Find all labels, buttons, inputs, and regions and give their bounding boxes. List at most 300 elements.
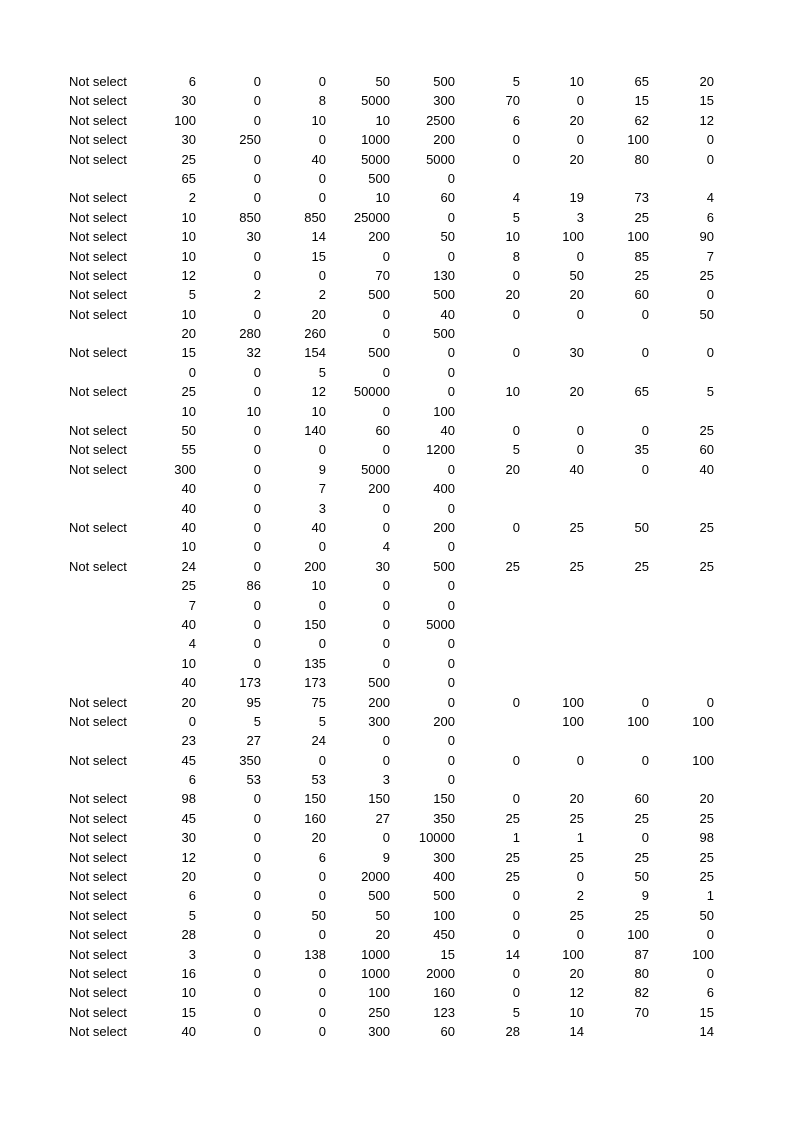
value-cell: 10 xyxy=(375,112,390,128)
value-cell: 0 xyxy=(318,965,326,981)
value-cell: 60 xyxy=(634,287,649,303)
value-cell: 0 xyxy=(188,713,196,729)
value-cell: 0 xyxy=(318,927,326,943)
table-row xyxy=(0,731,800,750)
value-cell: 2 xyxy=(318,287,326,303)
status-cell: Not select xyxy=(69,74,127,89)
value-cell: 2000 xyxy=(426,965,455,981)
value-cell: 25 xyxy=(699,810,714,826)
value-cell: 0 xyxy=(253,558,261,574)
value-cell: 20 xyxy=(375,927,390,943)
value-cell: 350 xyxy=(239,752,261,768)
value-cell: 100 xyxy=(562,694,584,710)
value-cell: 50 xyxy=(375,907,390,923)
value-cell: 0 xyxy=(447,733,455,749)
value-cell: 25 xyxy=(634,907,649,923)
table-row xyxy=(0,906,800,925)
value-cell: 6 xyxy=(318,849,326,865)
value-cell: 6 xyxy=(706,985,714,1001)
status-cell: Not select xyxy=(69,93,127,109)
value-cell: 20 xyxy=(311,306,326,322)
value-cell: 65 xyxy=(181,170,196,186)
value-cell: 25 xyxy=(699,849,714,865)
status-cell: Not select xyxy=(69,461,127,477)
value-cell: 0 xyxy=(576,752,584,768)
value-cell: 100 xyxy=(562,713,584,729)
value-cell: 10 xyxy=(246,403,261,419)
table-row xyxy=(0,1022,800,1041)
value-cell: 150 xyxy=(304,791,326,807)
value-cell: 0 xyxy=(253,93,261,109)
value-cell: 25 xyxy=(569,810,584,826)
value-cell: 0 xyxy=(253,869,261,885)
value-cell: 150 xyxy=(304,616,326,632)
value-cell: 12 xyxy=(181,849,196,865)
value-cell: 25 xyxy=(699,267,714,283)
value-cell: 2000 xyxy=(361,869,390,885)
value-cell: 0 xyxy=(318,170,326,186)
table-row xyxy=(0,615,800,634)
value-cell: 25 xyxy=(699,423,714,439)
value-cell: 62 xyxy=(634,112,649,128)
value-cell: 5000 xyxy=(426,151,455,167)
value-cell: 15 xyxy=(634,93,649,109)
value-cell: 14 xyxy=(311,229,326,245)
value-cell: 0 xyxy=(253,151,261,167)
status-cell: Not select xyxy=(69,345,127,361)
value-cell: 40 xyxy=(311,519,326,535)
value-cell: 12 xyxy=(569,985,584,1001)
value-cell: 25 xyxy=(634,209,649,225)
value-cell: 0 xyxy=(576,927,584,943)
value-cell: 20 xyxy=(699,74,714,89)
value-cell: 0 xyxy=(447,597,455,613)
value-cell: 1000 xyxy=(361,132,390,148)
value-cell: 0 xyxy=(253,655,261,671)
value-cell: 10 xyxy=(311,578,326,594)
table-row xyxy=(0,382,800,401)
value-cell: 0 xyxy=(318,752,326,768)
value-cell: 0 xyxy=(512,752,520,768)
value-cell: 0 xyxy=(576,869,584,885)
value-cell: 1 xyxy=(576,830,584,846)
value-cell: 300 xyxy=(368,713,390,729)
value-cell: 25 xyxy=(181,578,196,594)
status-cell: Not select xyxy=(69,791,127,807)
table-row xyxy=(0,208,800,227)
status-cell: Not select xyxy=(69,965,127,981)
table-row xyxy=(0,770,800,789)
value-cell: 0 xyxy=(447,461,455,477)
table-row xyxy=(0,402,800,421)
table-row xyxy=(0,945,800,964)
value-cell: 25 xyxy=(569,519,584,535)
value-cell: 100 xyxy=(627,229,649,245)
value-cell: 0 xyxy=(576,132,584,148)
value-cell: 0 xyxy=(447,752,455,768)
value-cell: 850 xyxy=(304,209,326,225)
value-cell: 53 xyxy=(311,772,326,788)
value-cell: 200 xyxy=(304,558,326,574)
status-cell: Not select xyxy=(69,1024,127,1040)
value-cell: 24 xyxy=(181,558,196,574)
value-cell: 25 xyxy=(699,869,714,885)
table-row xyxy=(0,809,800,828)
value-cell: 140 xyxy=(304,423,326,439)
value-cell: 0 xyxy=(447,248,455,264)
value-cell: 7 xyxy=(188,597,196,613)
value-cell: 15 xyxy=(311,248,326,264)
value-cell: 0 xyxy=(706,345,714,361)
value-cell: 65 xyxy=(634,74,649,89)
value-cell: 10 xyxy=(375,190,390,206)
value-cell: 0 xyxy=(512,267,520,283)
table-row xyxy=(0,91,800,110)
value-cell: 12 xyxy=(311,384,326,400)
value-cell: 500 xyxy=(433,74,455,89)
value-cell: 160 xyxy=(304,810,326,826)
value-cell: 0 xyxy=(318,636,326,652)
value-cell: 0 xyxy=(318,539,326,555)
value-cell: 0 xyxy=(253,74,261,89)
value-cell: 1000 xyxy=(361,946,390,962)
value-cell: 0 xyxy=(253,306,261,322)
value-cell: 250 xyxy=(239,132,261,148)
value-cell: 0 xyxy=(253,170,261,186)
value-cell: 400 xyxy=(433,481,455,497)
value-cell: 87 xyxy=(634,946,649,962)
value-cell: 0 xyxy=(382,655,390,671)
value-cell: 0 xyxy=(641,752,649,768)
value-cell: 0 xyxy=(512,985,520,1001)
value-cell: 0 xyxy=(318,869,326,885)
value-cell: 150 xyxy=(433,791,455,807)
value-cell: 4 xyxy=(382,539,390,555)
status-cell: Not select xyxy=(69,442,127,458)
value-cell: 0 xyxy=(382,752,390,768)
value-cell: 200 xyxy=(368,694,390,710)
value-cell: 0 xyxy=(318,597,326,613)
value-cell: 6 xyxy=(188,74,196,89)
value-cell: 0 xyxy=(641,461,649,477)
table-row xyxy=(0,712,800,731)
value-cell: 0 xyxy=(318,442,326,458)
value-cell: 10 xyxy=(181,229,196,245)
value-cell: 0 xyxy=(253,267,261,283)
value-cell: 123 xyxy=(433,1004,455,1020)
value-cell: 23 xyxy=(181,733,196,749)
table-row xyxy=(0,983,800,1002)
value-cell: 25 xyxy=(181,384,196,400)
value-cell: 14 xyxy=(505,946,520,962)
value-cell: 0 xyxy=(512,306,520,322)
value-cell: 25 xyxy=(634,267,649,283)
value-cell: 40 xyxy=(181,1024,196,1040)
value-cell: 500 xyxy=(433,326,455,342)
value-cell: 6 xyxy=(188,772,196,788)
table-row xyxy=(0,440,800,459)
value-cell: 73 xyxy=(634,190,649,206)
table-row xyxy=(0,421,800,440)
value-cell: 0 xyxy=(512,132,520,148)
value-cell: 40 xyxy=(181,500,196,516)
status-cell: Not select xyxy=(69,229,127,245)
value-cell: 14 xyxy=(699,1024,714,1040)
value-cell: 0 xyxy=(576,93,584,109)
table-row xyxy=(0,751,800,770)
value-cell: 0 xyxy=(253,190,261,206)
value-cell: 0 xyxy=(253,112,261,128)
value-cell: 0 xyxy=(253,636,261,652)
value-cell: 0 xyxy=(253,481,261,497)
value-cell: 30 xyxy=(375,558,390,574)
status-cell: Not select xyxy=(69,869,127,885)
value-cell: 0 xyxy=(641,306,649,322)
value-cell: 25000 xyxy=(353,209,390,225)
value-cell: 30 xyxy=(181,93,196,109)
value-cell: 80 xyxy=(634,151,649,167)
value-cell: 0 xyxy=(641,345,649,361)
value-cell: 0 xyxy=(512,907,520,923)
value-cell: 154 xyxy=(304,345,326,361)
value-cell: 100 xyxy=(692,946,714,962)
value-cell: 200 xyxy=(433,132,455,148)
value-cell: 50000 xyxy=(353,384,390,400)
value-cell: 5 xyxy=(706,384,714,400)
value-cell: 12 xyxy=(699,112,714,128)
value-cell: 0 xyxy=(253,791,261,807)
value-cell: 0 xyxy=(253,810,261,826)
value-cell: 135 xyxy=(304,655,326,671)
value-cell: 850 xyxy=(239,209,261,225)
value-cell: 300 xyxy=(433,849,455,865)
table-row xyxy=(0,343,800,362)
table-row xyxy=(0,576,800,595)
value-cell: 32 xyxy=(246,345,261,361)
value-cell: 0 xyxy=(253,539,261,555)
value-cell: 40 xyxy=(181,481,196,497)
value-cell: 5 xyxy=(512,74,520,89)
value-cell: 10 xyxy=(181,655,196,671)
value-cell: 0 xyxy=(576,306,584,322)
table-row xyxy=(0,227,800,246)
value-cell: 300 xyxy=(174,461,196,477)
value-cell: 60 xyxy=(440,190,455,206)
value-cell: 0 xyxy=(382,733,390,749)
value-cell: 75 xyxy=(311,694,326,710)
value-cell: 0 xyxy=(382,364,390,380)
table-row xyxy=(0,72,800,91)
value-cell: 100 xyxy=(562,229,584,245)
value-cell: 100 xyxy=(433,403,455,419)
table-row xyxy=(0,324,800,343)
value-cell: 5 xyxy=(512,209,520,225)
value-cell: 70 xyxy=(375,267,390,283)
value-cell: 15 xyxy=(440,946,455,962)
value-cell: 82 xyxy=(634,985,649,1001)
value-cell: 0 xyxy=(318,985,326,1001)
value-cell: 50 xyxy=(311,907,326,923)
value-cell: 70 xyxy=(505,93,520,109)
value-cell: 25 xyxy=(634,810,649,826)
value-cell: 20 xyxy=(181,326,196,342)
value-cell: 0 xyxy=(382,616,390,632)
value-cell: 30 xyxy=(181,132,196,148)
value-cell: 350 xyxy=(433,810,455,826)
value-cell: 280 xyxy=(239,326,261,342)
status-cell: Not select xyxy=(69,190,127,206)
value-cell: 1000 xyxy=(361,965,390,981)
value-cell: 500 xyxy=(433,287,455,303)
value-cell: 40 xyxy=(569,461,584,477)
value-cell: 28 xyxy=(181,927,196,943)
status-cell: Not select xyxy=(69,713,127,729)
value-cell: 27 xyxy=(246,733,261,749)
value-cell: 0 xyxy=(318,1004,326,1020)
value-cell: 25 xyxy=(699,519,714,535)
value-cell: 40 xyxy=(181,616,196,632)
value-cell: 5 xyxy=(512,1004,520,1020)
value-cell: 100 xyxy=(692,713,714,729)
value-cell: 200 xyxy=(368,229,390,245)
value-cell: 0 xyxy=(447,500,455,516)
value-cell: 10 xyxy=(505,384,520,400)
value-cell: 5 xyxy=(318,713,326,729)
value-cell: 27 xyxy=(375,810,390,826)
value-cell: 0 xyxy=(382,403,390,419)
value-cell: 70 xyxy=(634,1004,649,1020)
table-row xyxy=(0,169,800,188)
value-cell: 60 xyxy=(375,423,390,439)
value-cell: 100 xyxy=(627,132,649,148)
value-cell: 50 xyxy=(440,229,455,245)
value-cell: 10 xyxy=(181,306,196,322)
value-cell: 50 xyxy=(375,74,390,89)
value-cell: 25 xyxy=(505,810,520,826)
value-cell: 0 xyxy=(641,830,649,846)
value-cell: 7 xyxy=(318,481,326,497)
value-cell: 100 xyxy=(174,112,196,128)
value-cell: 40 xyxy=(440,306,455,322)
value-cell: 3 xyxy=(188,946,196,962)
status-cell: Not select xyxy=(69,209,127,225)
value-cell: 0 xyxy=(512,791,520,807)
value-cell: 0 xyxy=(253,423,261,439)
value-cell: 16 xyxy=(181,965,196,981)
value-cell: 50 xyxy=(699,306,714,322)
value-cell: 14 xyxy=(569,1024,584,1040)
value-cell: 20 xyxy=(569,965,584,981)
value-cell: 0 xyxy=(447,384,455,400)
table-row xyxy=(0,596,800,615)
value-cell: 25 xyxy=(569,558,584,574)
value-cell: 2 xyxy=(576,888,584,904)
value-cell: 0 xyxy=(253,461,261,477)
status-cell: Not select xyxy=(69,519,127,535)
value-cell: 0 xyxy=(382,306,390,322)
table-row xyxy=(0,188,800,207)
value-cell: 0 xyxy=(382,830,390,846)
value-cell: 86 xyxy=(246,578,261,594)
value-cell: 100 xyxy=(627,927,649,943)
value-cell: 0 xyxy=(253,364,261,380)
value-cell: 100 xyxy=(627,713,649,729)
value-cell: 6 xyxy=(188,888,196,904)
status-cell: Not select xyxy=(69,112,127,128)
value-cell: 60 xyxy=(634,791,649,807)
value-cell: 40 xyxy=(440,423,455,439)
value-cell: 5000 xyxy=(426,616,455,632)
value-cell: 0 xyxy=(318,1024,326,1040)
value-cell: 0 xyxy=(318,132,326,148)
table-row xyxy=(0,867,800,886)
value-cell: 0 xyxy=(706,694,714,710)
value-cell: 0 xyxy=(512,694,520,710)
value-cell: 0 xyxy=(253,384,261,400)
status-cell: Not select xyxy=(69,985,127,1001)
value-cell: 15 xyxy=(181,345,196,361)
value-cell: 0 xyxy=(447,209,455,225)
value-cell: 0 xyxy=(447,636,455,652)
value-cell: 1200 xyxy=(426,442,455,458)
value-cell: 20 xyxy=(569,791,584,807)
value-cell: 20 xyxy=(181,694,196,710)
value-cell: 0 xyxy=(253,985,261,1001)
status-cell: Not select xyxy=(69,752,127,768)
value-cell: 138 xyxy=(304,946,326,962)
table-row xyxy=(0,479,800,498)
value-cell: 500 xyxy=(433,888,455,904)
table-row xyxy=(0,886,800,905)
value-cell: 95 xyxy=(246,694,261,710)
value-cell: 5 xyxy=(318,364,326,380)
value-cell: 28 xyxy=(505,1024,520,1040)
value-cell: 500 xyxy=(368,675,390,691)
table-row xyxy=(0,789,800,808)
value-cell: 0 xyxy=(447,772,455,788)
status-cell: Not select xyxy=(69,267,127,283)
value-cell: 0 xyxy=(512,345,520,361)
status-cell: Not select xyxy=(69,849,127,865)
value-cell: 0 xyxy=(447,364,455,380)
value-cell: 0 xyxy=(253,888,261,904)
value-cell: 500 xyxy=(368,287,390,303)
value-cell: 10 xyxy=(569,1004,584,1020)
table-row xyxy=(0,285,800,304)
value-cell: 60 xyxy=(699,442,714,458)
value-cell: 30 xyxy=(246,229,261,245)
value-cell: 0 xyxy=(641,423,649,439)
value-cell: 25 xyxy=(505,869,520,885)
value-cell: 20 xyxy=(181,869,196,885)
value-cell: 0 xyxy=(706,287,714,303)
value-cell: 0 xyxy=(253,248,261,264)
value-cell: 5000 xyxy=(361,93,390,109)
value-cell: 3 xyxy=(382,772,390,788)
value-cell: 5 xyxy=(253,713,261,729)
value-cell: 12 xyxy=(181,267,196,283)
value-cell: 40 xyxy=(181,519,196,535)
value-cell: 150 xyxy=(368,791,390,807)
value-cell: 160 xyxy=(433,985,455,1001)
value-cell: 0 xyxy=(318,74,326,89)
value-cell: 40 xyxy=(311,151,326,167)
value-cell: 20 xyxy=(569,287,584,303)
table-row xyxy=(0,693,800,712)
value-cell: 0 xyxy=(512,927,520,943)
value-cell: 100 xyxy=(433,907,455,923)
value-cell: 2500 xyxy=(426,112,455,128)
